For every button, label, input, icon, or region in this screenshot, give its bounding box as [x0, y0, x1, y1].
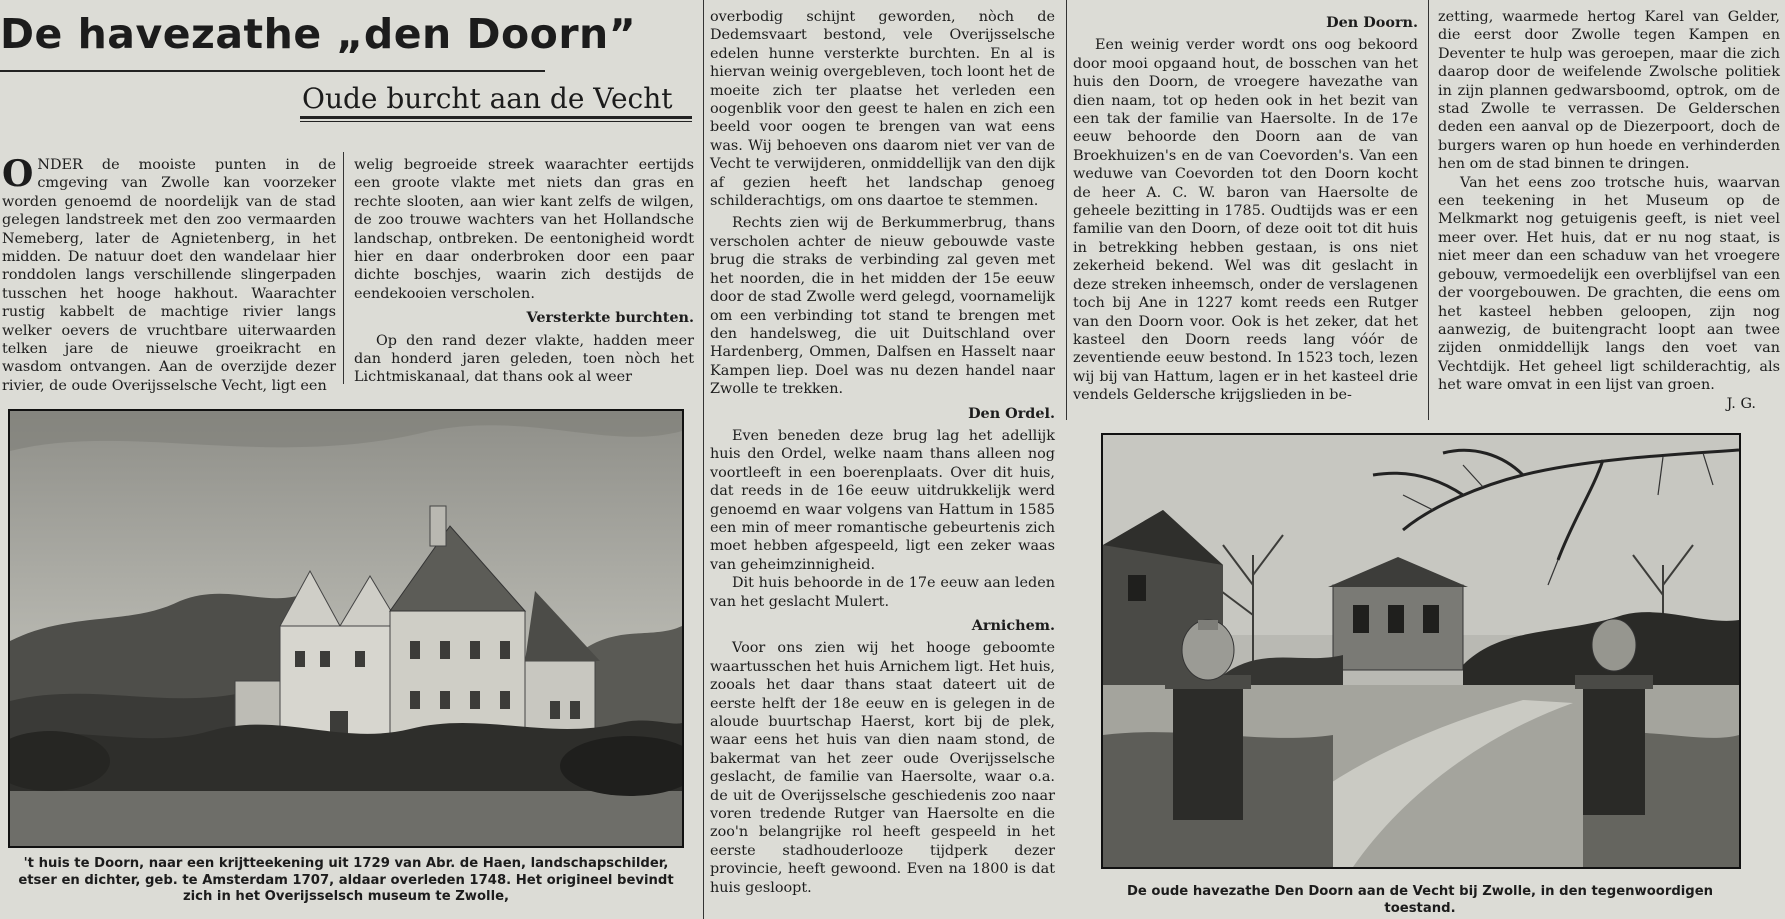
column-3-paragraph-2: Rechts zien wij de Berkummerbrug, thans verscholen achter de nieuw gebouwde vaste brug die straks de verbinding zal geven met het noorden, die in het midden der 15e eeuw door de stad Zwolle werd gelegd, voornamelijk om een verbinding tot stand te brengen met den handelsweg, die uit Duitschland over Hardenberg, Ommen, Dalfsen en Hasselt naar Kampen liep. Doel was nu dezen handel naar Zwolle te trekken. [710, 215, 1055, 398]
drawing-illustration [10, 411, 682, 846]
column-1-text: NDER de mooiste punten in de cmgeving van Zwolle kan voorzeker worden genoemd de noordelijk van de stad gelegen landstreek met den zoo vermaarden Nemeberg, later de Agnietenberg, in het midden. De natuur doet den wandelaar hier ronddolen langs verschillende slingerpaden tusschen het hooge hakhout. Waarachter rustig kabbelt de machtige rivier langs welker oevers de vruchtbare uiterwaarden telken jare de nieuwe groeikracht en wasdom ontvangen. Aan de overzijde dezer rivier, de oude Overijsselsche Vecht, ligt een [2, 157, 336, 394]
column-5-paragraph-2: Van het eens zoo trotsche huis, waarvan een teekening in het Museum op de Melkmarkt nog getuigenis geeft, is niet veel meer over. Het huis, dat er nu nog staat, is niet meer dan een schaduw van het vroegere gebouw, vermoedelijk een overblijfsel van een der voorgebouwen. De grachten, die eens om het kasteel hebben geloopen, zijn nog aanwezig, de buitengracht loopt aan twee zijden onmiddellijk langs den voet van Vechtdijk. Het geheel ligt schilderachtig, als het ware omvat in een lijst van groen. [1438, 174, 1780, 394]
article-column-3 [710, 8, 1055, 897]
drop-cap: O [2, 153, 34, 195]
caption-left-drawing: 't huis te Doorn, naar een krijtteekening uit 1729 van Abr. de Haen, landschapschilder, etser en dichter, geb. te Amsterdam 1707, aldaar overleden 1748. Het origineel bevindt zich in het Overijsselsch museum te Zwolle, [18, 856, 674, 904]
headline: De havezathe „den Doorn” [0, 10, 637, 58]
section-heading-den-doorn: Den Doorn. [1326, 14, 1418, 31]
column-3-paragraph-3: Even beneden deze brug lag het adellijk huis den Ordel, welke naam thans alleen nog voortleeft in een boerenplaats. Over dit huis, dat reeds in de 16e eeuw uitdrukkelijk werd genoemd en waar volgens van Hattum in 1585 een min of meer romantische gebeurtenis zich moet hebben afgespeeld, ligt een zeker waas van geheimzinnigheid. [710, 427, 1055, 573]
column-rule-2 [703, 0, 704, 919]
headline-rule [0, 70, 545, 72]
section-heading-versterkte-burchten: Versterkte burchten. [526, 309, 694, 327]
column-2-paragraph-1: welig begroeide streek waarachter eertijds een groote vlakte met niets dan gras en rechte slooten, aan wier kant zelfs de wilgen, de zoo trouwe wachters van het Hollandsche landschap, ontbreken. De eentonigheid wordt hier en daar onderbroken door een paar dichte boschjes, waarin zich destijds de eendekooien verscholen. [354, 157, 694, 302]
article-column-4 [1073, 14, 1418, 405]
column-4-paragraph-1: Een weinig verder wordt ons oog bekoord door mooi opgaand hout, de bosschen van het huis den Doorn, de vroegere havezathe van dien naam, tot op heden ook in het bezit van een tak der familie van Haersolte. In de 17e eeuw behoorde den Doorn aan de van Broekhuizen's en de van Coevorden's. Van een weduwe van Coevorden tot den Doorn kocht de heer A. C. W. baron van Haersolte de geheele bezitting in 1785. Oudtijds was er een familie van den Doorn, of deze ooit tot dit huis in betrekking hebben gestaan, is ons niet zekerheid bekend. Wel was dit geslacht in deze streken inheemsch, onder de verslagenen toch bij Ane in 1227 komt reeds een Rutger van den Doorn voor. Ook is het zeker, dat het kasteel den Doorn reeds lang vóór de zeventiende eeuw bestond. In 1523 toch, lezen wij bij van Hattum, lagen er in het kasteel drie vendels Geldersche krijgslieden in be- [1073, 37, 1418, 404]
subheadline: Oude burcht aan de Vecht [302, 82, 673, 115]
column-2-paragraph-2: Op den rand dezer vlakte, hadden meer dan honderd jaren geleden, toen nòch het Lichtmiskanaal, dat thans ook al weer [354, 332, 694, 386]
article-column-1 [2, 153, 336, 395]
column-3-paragraph-4: Dit huis behoorde in de 17e eeuw aan leden van het geslacht Mulert. [710, 575, 1055, 610]
column-rule-1 [343, 152, 344, 384]
column-rule-3 [1066, 0, 1067, 420]
caption-right-photo: De oude havezathe Den Doorn aan de Vecht bij Zwolle, in den tegenwoordigen toestand. [1126, 884, 1714, 916]
section-heading-den-ordel: Den Ordel. [968, 404, 1055, 422]
author-signature: J. G. [1726, 395, 1756, 412]
article-column-2 [354, 156, 694, 387]
section-heading-arnichem: Arnichem. [971, 617, 1055, 634]
drawing-huis-te-doorn [8, 409, 684, 848]
subheadline-rule [300, 116, 692, 119]
photo-illustration [1103, 435, 1739, 867]
column-3-paragraph-5: Voor ons zien wij het hooge geboomte waartusschen het huis Arnichem ligt. Het huis, zooals het daar thans staat dateert uit de eerste helft der 18e eeuw en is gelegen in de aloude buurtschap Haerst, kort bij de plek, waar eens het huis van dien naam stond, de bakermat van het zeer oude Overijsselsche geslacht, de familie van Haersolte, waar o.a. de uit de Overijsselsche geschiedenis zoo naar voren tredende Rutger van Haersolte en die zoo'n belangrijke rol heeft gespeeld in het eerste stadhouderlooze tijdperk dezer provincie, heeft gewoond. Even na 1800 is dat huis gesloopt. [710, 640, 1055, 896]
column-5-paragraph-1: zetting, waarmede hertog Karel van Gelder, die eerst door Zwolle tegen Kampen en Deventer te hulp was geroepen, maar die zich daarop door de weifelende Zwolsche politiek in zijn plannen gedwarsboomd, optrok, om de stad Zwolle te verrassen. De Gelderschen deden een aanval op de Diezerpoort, doch de burgers waren op hun hoede en verhinderden hen om de stad binnen te dringen. [1438, 9, 1780, 173]
article-column-5 [1438, 8, 1780, 413]
column-3-paragraph-1: overbodig schijnt geworden, nòch de Dedemsvaart bestond, vele Overijsselsche edelen hunne versterkte burchten. En al is hiervan weinig overgebleven, toch loont het de moeite zich ter plaatse het verleden een oogenblik voor den geest te halen en zich een beeld voor oogen te brengen van wat eens was. Wij behoeven ons daarom niet ver van de Vecht te verwijderen, onmiddellijk van den dijk af gezien heeft het landschap genoeg schilderachtigs, om ons daartoe te stemmen. [710, 9, 1055, 210]
subheadline-rule-thin [300, 121, 692, 122]
column-rule-4 [1428, 0, 1429, 420]
photo-havezathe-den-doorn [1101, 433, 1741, 869]
